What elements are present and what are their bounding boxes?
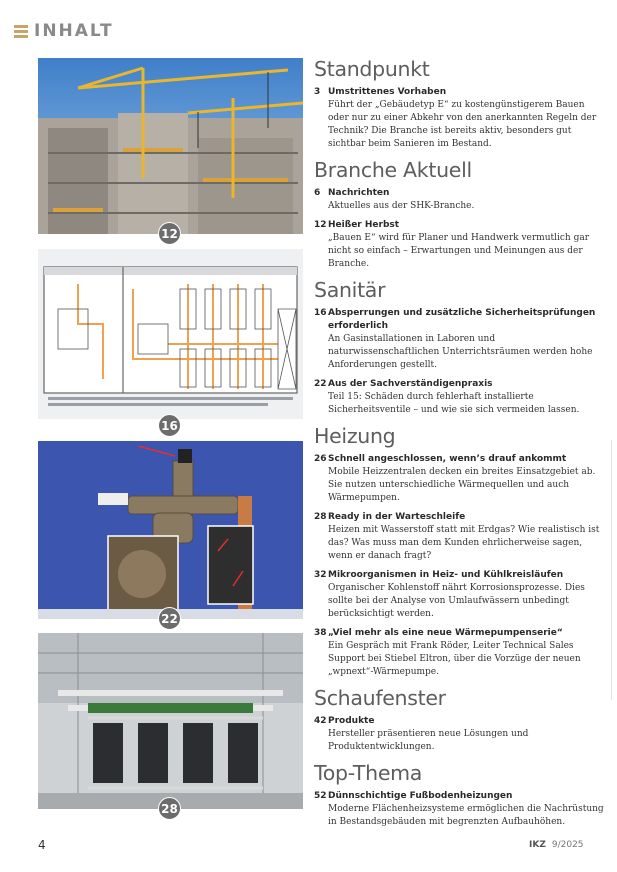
entry-description: Führt der „Gebäudetyp E“ zu kostengünstigerem Bauen oder nur zu einer Abkehr von den anerkannten Regeln der Technik? Die Branche ist bereits aktiv, besonders gut sichtbar beim Sanieren im Bestand.: [328, 100, 597, 149]
table-of-contents: [314, 56, 604, 835]
entry-title: Umstrittenes Vorhaben: [328, 87, 447, 97]
entry-body: [328, 219, 604, 271]
entry-body: [328, 307, 604, 372]
page-badge: 28: [158, 797, 181, 820]
section-title: Sanitär: [314, 278, 386, 302]
entry-description: „Bauen E“ wird für Planer und Handwerk vermutlich gar nicht so einfach – Erwartungen und Meinungen aus der Branche.: [328, 233, 590, 269]
entry-description: An Gasinstallationen in Laboren und naturwissenschaftlichen Unterrichtsräumen werden hohe Anforderungen gestellt.: [328, 334, 593, 370]
entry-page-number: 26: [314, 454, 327, 464]
entry-description: Hersteller präsentieren neue Lösungen und Produktentwicklungen.: [328, 729, 529, 752]
entry-page-number: 32: [314, 570, 327, 580]
entry-title: Dünnschichtige Fußbodenheizungen: [328, 791, 513, 801]
section-title: Standpunkt: [314, 57, 430, 81]
section-title: Schaufenster: [314, 686, 446, 710]
entry-title: „Viel mehr als eine neue Wärmepumpenserie“: [328, 628, 563, 638]
entry-title: Nachrichten: [328, 188, 390, 198]
toc-section: [314, 685, 604, 754]
entry-page-number: 28: [314, 512, 327, 522]
valve-assembly-photo: [38, 441, 303, 619]
toc-section: [314, 157, 604, 271]
toc-entry[interactable]: [314, 307, 604, 372]
gas-installation-diagram: [38, 249, 303, 419]
entry-title: Ready in der Warteschleife: [328, 512, 466, 522]
entry-body: [328, 86, 604, 151]
entry-page-number: 42: [314, 716, 327, 726]
construction-photo: [38, 58, 303, 234]
entry-title: Schnell angeschlossen, wenn’s drauf ankommt: [328, 454, 567, 464]
page-badge: 12: [158, 222, 181, 245]
toc-entry[interactable]: [314, 790, 604, 829]
entry-page-number: 12: [314, 220, 327, 230]
toc-section: [314, 760, 604, 829]
entry-body: [328, 790, 604, 829]
entry-description: Organischer Kohlenstoff nährt Korrosionsprozesse. Dies sollte bei der Analyse von Umlaufwässern unbedingt berücksichtigt werden.: [328, 583, 585, 619]
entry-description: Teil 15: Schäden durch fehlerhaft installierte Sicherheitsventile – und wie sie sich vermeiden lassen.: [328, 392, 580, 415]
issue-number: 9/2025: [551, 840, 584, 850]
section-title: Branche Aktuell: [314, 158, 472, 182]
page-header: [14, 21, 114, 41]
entry-body: [328, 715, 604, 754]
toc-entry[interactable]: [314, 219, 604, 271]
entry-description: Mobile Heizzentralen decken ein breites Einsatzgebiet ab. Sie nutzen unterschiedliche Wärmequellen und auch Wärmepumpen.: [328, 467, 596, 503]
toc-entry[interactable]: [314, 86, 604, 151]
heat-pump-plant-photo: [38, 633, 303, 809]
entry-description: Heizen mit Wasserstoff statt mit Erdgas? Wie realistisch ist das? Was muss man dem Kunden ehrlicherweise sagen, wenn er danach fragt?: [328, 525, 600, 561]
toc-section: [314, 423, 604, 679]
section-title: Top-Thema: [314, 761, 423, 785]
magazine-name: IKZ: [529, 840, 546, 850]
entry-title: Mikroorganismen in Heiz- und Kühlkreisläufen: [328, 570, 564, 580]
entry-title: Absperrungen und zusätzliche Sicherheitsprüfungen erforderlich: [328, 308, 596, 331]
entry-page-number: 22: [314, 379, 327, 389]
toc-section: [314, 277, 604, 417]
page-badge: 16: [158, 414, 181, 437]
page-number: 4: [38, 838, 46, 852]
entry-title: Produkte: [328, 716, 375, 726]
toc-entry[interactable]: [314, 187, 604, 213]
entry-title: Aus der Sachverständigenpraxis: [328, 379, 493, 389]
entry-page-number: 16: [314, 308, 327, 318]
toc-entry[interactable]: [314, 511, 604, 563]
margin-rule: [611, 440, 612, 700]
entry-page-number: 6: [314, 188, 321, 198]
entry-description: Moderne Flächenheizsysteme ermöglichen die Nachrüstung in Bestandsgebäuden mit begrenzten Aufbauhöhen.: [328, 804, 604, 827]
entry-page-number: 38: [314, 628, 327, 638]
entry-body: [328, 378, 604, 417]
magazine-issue: [529, 840, 584, 850]
entry-body: [328, 453, 604, 505]
entry-page-number: 52: [314, 791, 327, 801]
section-title: Heizung: [314, 424, 396, 448]
toc-entry[interactable]: [314, 569, 604, 621]
entry-body: [328, 187, 604, 213]
entry-page-number: 3: [314, 87, 321, 97]
entry-body: [328, 627, 604, 679]
toc-entry[interactable]: [314, 627, 604, 679]
entry-title: Heißer Herbst: [328, 220, 400, 230]
toc-section: [314, 56, 604, 151]
menu-lines-icon: [14, 25, 28, 38]
toc-entry[interactable]: [314, 715, 604, 754]
entry-body: [328, 569, 604, 621]
page-title: INHALT: [34, 21, 114, 41]
entry-body: [328, 511, 604, 563]
page-badge: 22: [158, 607, 181, 630]
entry-description: Ein Gespräch mit Frank Röder, Leiter Technical Sales Support bei Stiebel Eltron, über die Vorzüge der neuen „wpnext“-Wärmepumpe.: [328, 641, 581, 677]
toc-entry[interactable]: [314, 378, 604, 417]
toc-entry[interactable]: [314, 453, 604, 505]
entry-description: Aktuelles aus der SHK-Branche.: [328, 201, 475, 211]
